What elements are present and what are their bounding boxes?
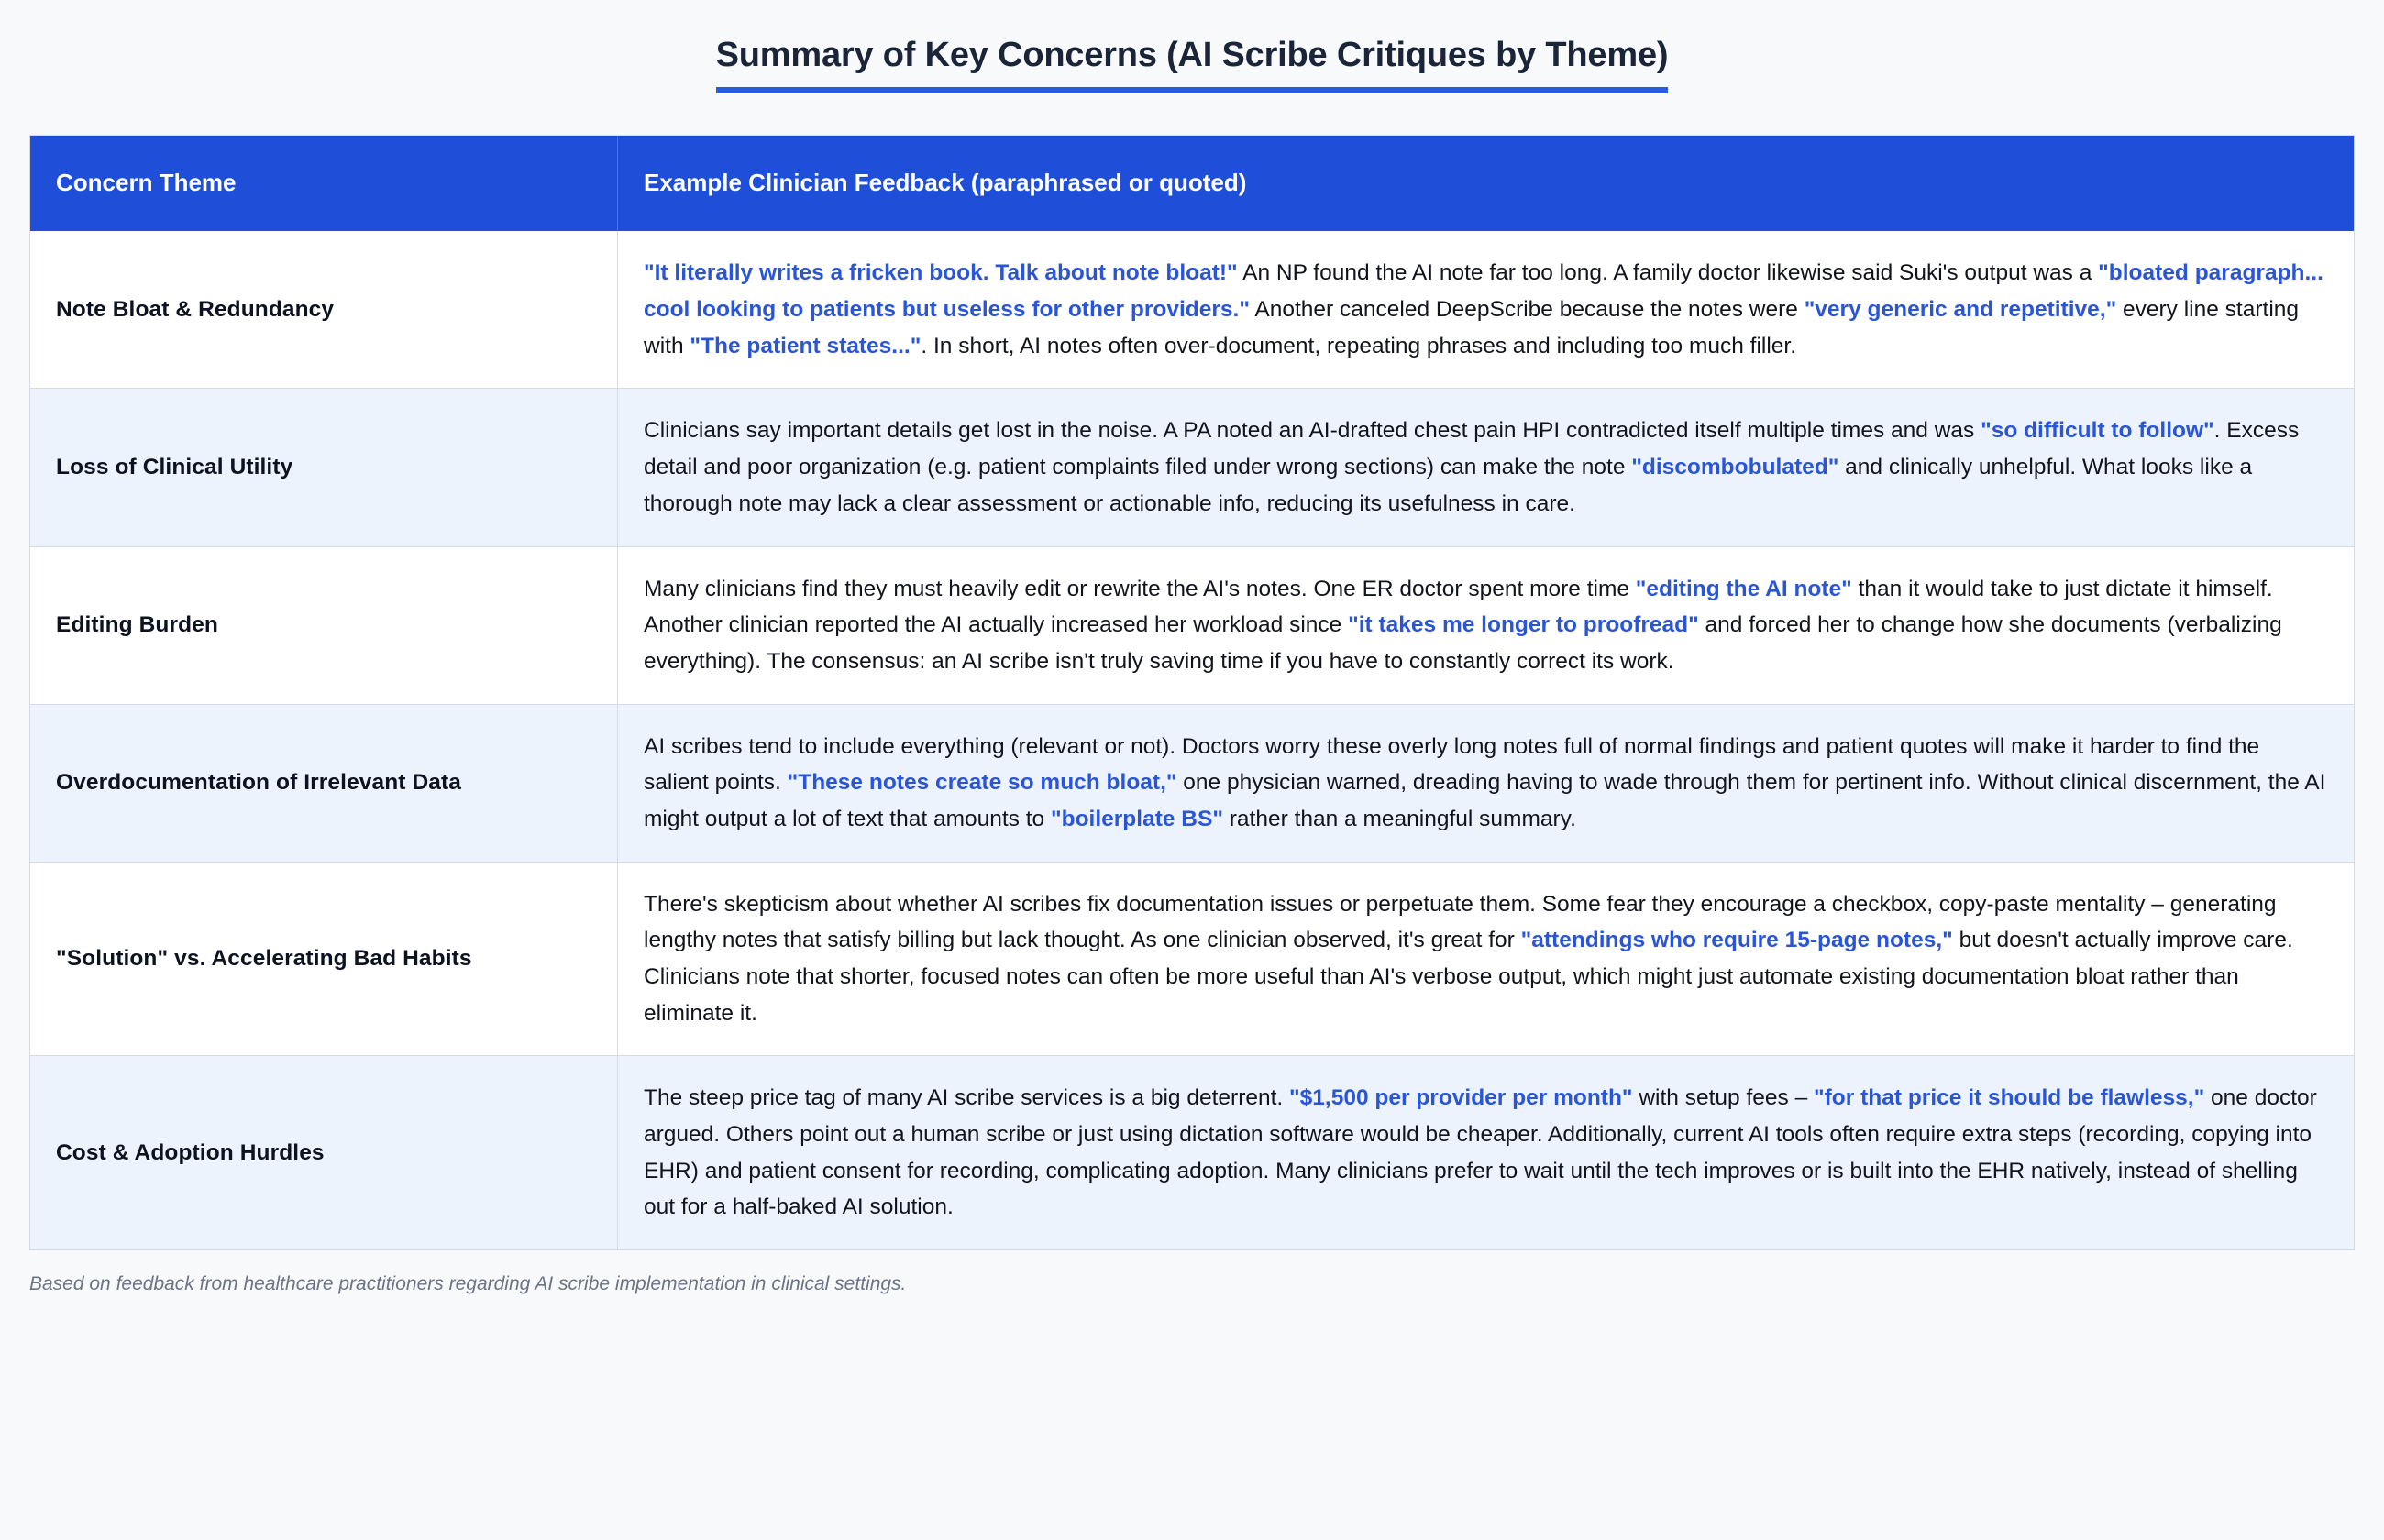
table-body (30, 231, 2354, 1249)
table-header-row (30, 136, 2354, 231)
clinician-feedback-cell (618, 388, 2354, 545)
table-row (30, 546, 2354, 704)
quoted-feedback: "editing the AI note" (1635, 576, 1852, 601)
clinician-feedback-cell (618, 1055, 2354, 1249)
feedback-text: one physician warned, dreading having to wade through them for pertinent info. Without clinical discernment, the AI might output a lot of text that amounts to (644, 770, 2326, 831)
quoted-feedback: "It literally writes a fricken book. Talk about note bloat!" (644, 260, 1238, 286)
table-row (30, 1055, 2354, 1249)
quoted-feedback: "discombobulated" (1631, 455, 1839, 480)
table-header (30, 136, 2354, 231)
quoted-feedback: "it takes me longer to proofread" (1348, 612, 1699, 638)
concerns-table (29, 135, 2355, 1250)
feedback-text: every line starting with (644, 297, 2300, 358)
feedback-text: and forced her to change how she documents (verbalizing everything). The consensus: an AI scribe isn't truly saving time if you have to constantly correct its work. (644, 612, 2282, 674)
clinician-feedback-cell (618, 862, 2354, 1056)
concern-theme-cell: Cost & Adoption Hurdles (30, 1055, 618, 1249)
quoted-feedback: "$1,500 per provider per month" (1289, 1085, 1633, 1111)
quoted-feedback: "very generic and repetitive," (1804, 297, 2117, 323)
feedback-text: than it would take to just dictate it himself. Another clinician reported the AI actually increased her workload since (644, 576, 2273, 638)
concern-theme-cell: Overdocumentation of Irrelevant Data (30, 704, 618, 862)
quoted-feedback: "for that price it should be flawless," (1814, 1085, 2205, 1111)
feedback-text: Clinicians say important details get lost in the noise. A PA noted an AI-drafted chest pain HPI contradicted itself multiple times and was (644, 418, 1981, 444)
table-row (30, 862, 2354, 1056)
feedback-text: . Excess detail and poor organization (e.g. patient complaints filed under wrong sections) can make the note (644, 418, 2300, 480)
feedback-text: . In short, AI notes often over-document, repeating phrases and including too much filler. (921, 333, 1797, 358)
feedback-text: with setup fees – (1632, 1085, 1815, 1111)
concern-theme-cell: "Solution" vs. Accelerating Bad Habits (30, 862, 618, 1056)
quoted-feedback: "These notes create so much bloat," (787, 770, 1177, 796)
table-row (30, 388, 2354, 545)
page-title: Summary of Key Concerns (AI Scribe Critiques by Theme) (716, 34, 1669, 94)
feedback-text: and clinically unhelpful. What looks like a thorough note may lack a clear assessment or actionable info, reducing its usefulness in care. (644, 455, 2253, 516)
footnote: Based on feedback from healthcare practitioners regarding AI scribe implementation in clinical settings. (29, 1273, 907, 1295)
column-header-concern-theme: Concern Theme (30, 136, 618, 231)
concern-theme-cell: Note Bloat & Redundancy (30, 231, 618, 388)
clinician-feedback-cell (618, 546, 2354, 704)
feedback-text: one doctor argued. Others point out a human scribe or just using dictation software would be cheaper. Additionally, current AI tools often require extra steps (recording, copying into EHR) and patient consent for recording, complicating adoption. Many clinicians prefer to wait until the tech improves or is built into the EHR natively, instead of shelling out for a half-baked AI solution. (644, 1085, 2317, 1220)
feedback-text: Many clinicians find they must heavily edit or rewrite the AI's notes. One ER doctor spent more time (644, 576, 1636, 601)
feedback-text: rather than a meaningful summary. (1222, 806, 1576, 831)
quoted-feedback: "boilerplate BS" (1050, 806, 1223, 831)
feedback-text: Another canceled DeepScribe because the notes were (1249, 297, 1805, 323)
title-container (29, 0, 2355, 116)
feedback-text: AI scribes tend to include everything (relevant or not). Doctors worry these overly long notes full of normal findings and patient quotes will make it harder to find the salient points. (644, 733, 2260, 796)
quoted-feedback: "attendings who require 15-page notes," (1520, 928, 1953, 953)
table-row (30, 704, 2354, 862)
table-row (30, 231, 2354, 388)
quoted-feedback: "so difficult to follow" (1981, 418, 2214, 444)
feedback-text: The steep price tag of many AI scribe services is a big deterrent. (644, 1085, 1290, 1111)
feedback-text: An NP found the AI note far too long. A family doctor likewise said Suki's output was a (1237, 260, 2099, 286)
clinician-feedback-cell (618, 231, 2354, 388)
concern-theme-cell: Loss of Clinical Utility (30, 388, 618, 545)
quoted-feedback: "The patient states..." (690, 333, 922, 358)
concern-theme-cell: Editing Burden (30, 546, 618, 704)
column-header-clinician-feedback: Example Clinician Feedback (paraphrased or quoted) (618, 136, 2354, 231)
quoted-feedback: "bloated paragraph... cool looking to patients but useless for other providers." (644, 260, 2323, 323)
clinician-feedback-cell (618, 704, 2354, 862)
feedback-text: but doesn't actually improve care. Clinicians note that shorter, focused notes can often be more useful than AI's verbose output, which might just automate existing documentation bloat rather than eliminate it. (644, 928, 2293, 1026)
feedback-text: There's skepticism about whether AI scribes fix documentation issues or perpetuate them. Some fear they encourage a checkbox, copy-paste mentality – generating lengthy notes that satisfy billing but lack thought. As one clinician observed, it's great for (644, 891, 2277, 953)
